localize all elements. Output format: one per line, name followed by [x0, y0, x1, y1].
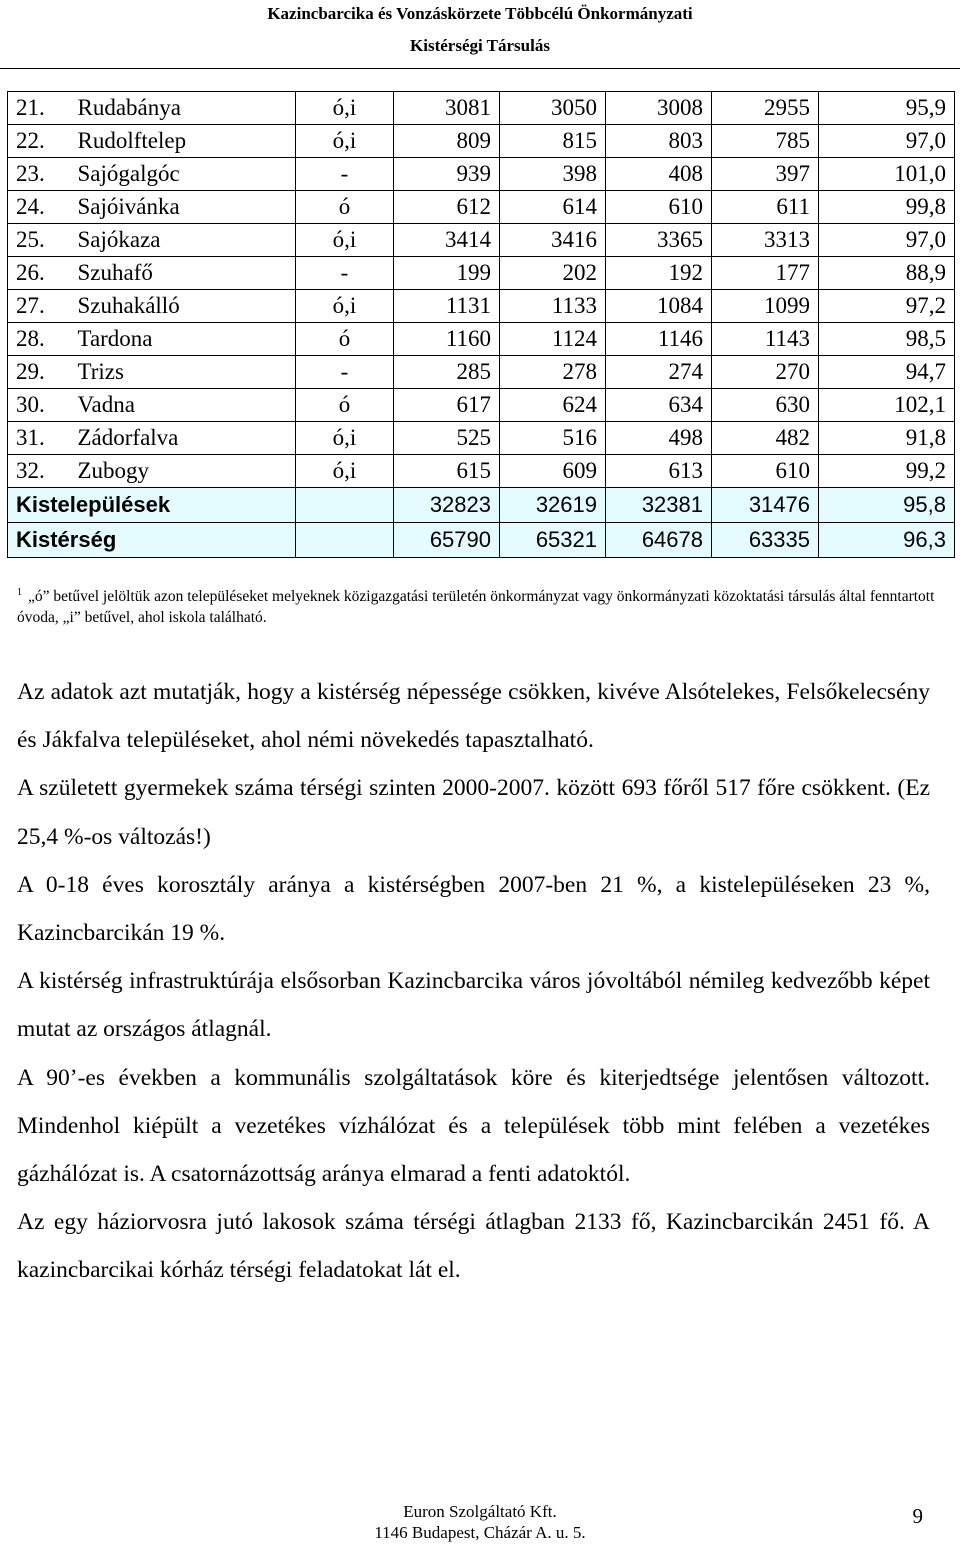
row-index: 23.: [8, 158, 70, 191]
value-cell: 610: [712, 455, 819, 488]
footer-company: Euron Szolgáltató Kft.: [403, 1502, 557, 1521]
institution-mark: -: [296, 356, 394, 389]
value-cell: 31476: [712, 488, 819, 523]
percent-cell: 95,9: [819, 92, 955, 125]
row-index: 25.: [8, 224, 70, 257]
percent-cell: 97,2: [819, 290, 955, 323]
value-cell: 3416: [500, 224, 606, 257]
summary-label: Kistérség: [8, 523, 296, 558]
value-cell: 199: [394, 257, 500, 290]
table-row: [8, 158, 955, 191]
value-cell: 274: [606, 356, 712, 389]
row-index: 28.: [8, 323, 70, 356]
footnote-marker: 1: [17, 587, 22, 598]
percent-cell: 96,3: [819, 523, 955, 558]
row-index: 24.: [8, 191, 70, 224]
table-row: [8, 455, 955, 488]
value-cell: 516: [500, 422, 606, 455]
settlement-name: Sajókaza: [70, 224, 296, 257]
paragraph: A 0-18 éves korosztály aránya a kistérségben 2007-ben 21 %, a kistelepüléseken 23 %, Kazincbarcikán 19 %.: [17, 871, 930, 947]
value-cell: 803: [606, 125, 712, 158]
value-cell: 32381: [606, 488, 712, 523]
page-number: 9: [912, 1504, 923, 1528]
value-cell: 617: [394, 389, 500, 422]
value-cell: 3008: [606, 92, 712, 125]
value-cell: 3313: [712, 224, 819, 257]
percent-cell: 97,0: [819, 224, 955, 257]
settlement-name: Vadna: [70, 389, 296, 422]
table-row: [8, 323, 955, 356]
value-cell: 3081: [394, 92, 500, 125]
value-cell: 609: [500, 455, 606, 488]
value-cell: 525: [394, 422, 500, 455]
percent-cell: 101,0: [819, 158, 955, 191]
percent-cell: 97,0: [819, 125, 955, 158]
percent-cell: 94,7: [819, 356, 955, 389]
paragraph: A kistérség infrastruktúrája elsősorban Kazincbarcika város jóvoltából némileg kedvezőbb képet mutat az országos átlagnál.: [17, 968, 930, 1043]
summary-row: [8, 488, 955, 523]
value-cell: 65790: [394, 523, 500, 558]
percent-cell: 95,8: [819, 488, 955, 523]
institution-mark: ó,i: [296, 125, 394, 158]
summary-empty-cell: [296, 523, 394, 558]
value-cell: 177: [712, 257, 819, 290]
settlement-name: Rudolftelep: [70, 125, 296, 158]
institution-mark: -: [296, 158, 394, 191]
table-row: [8, 257, 955, 290]
institution-mark: ó: [296, 323, 394, 356]
body-text: [17, 668, 930, 1295]
value-cell: 1124: [500, 323, 606, 356]
table-row: [8, 191, 955, 224]
value-cell: 3050: [500, 92, 606, 125]
value-cell: 614: [500, 191, 606, 224]
value-cell: 624: [500, 389, 606, 422]
settlement-name: Rudabánya: [70, 92, 296, 125]
percent-cell: 99,8: [819, 191, 955, 224]
institution-mark: ó,i: [296, 455, 394, 488]
value-cell: 498: [606, 422, 712, 455]
table-row: [8, 224, 955, 257]
percent-cell: 88,9: [819, 257, 955, 290]
table-row: [8, 125, 955, 158]
table-row: [8, 92, 955, 125]
value-cell: 397: [712, 158, 819, 191]
value-cell: 611: [712, 191, 819, 224]
percent-cell: 102,1: [819, 389, 955, 422]
value-cell: 634: [606, 389, 712, 422]
value-cell: 64678: [606, 523, 712, 558]
institution-mark: ó: [296, 389, 394, 422]
value-cell: 785: [712, 125, 819, 158]
paragraph: Az adatok azt mutatják, hogy a kistérség népessége csökken, kivéve Alsótelekes, Felsőkelecsény és Jákfalva településeket, ahol némi növekedés tapasztalható.: [17, 679, 930, 754]
summary-label: Kistelepülések: [8, 488, 296, 523]
value-cell: 63335: [712, 523, 819, 558]
value-cell: 1146: [606, 323, 712, 356]
value-cell: 482: [712, 422, 819, 455]
value-cell: 285: [394, 356, 500, 389]
settlement-name: Trizs: [70, 356, 296, 389]
value-cell: 192: [606, 257, 712, 290]
footnote: [17, 582, 937, 628]
value-cell: 1143: [712, 323, 819, 356]
value-cell: 612: [394, 191, 500, 224]
paragraph: A született gyermekek száma térségi szinten 2000-2007. között 693 főről 517 főre csökkent. (Ez 25,4 %-os változás!): [17, 775, 930, 850]
institution-mark: ó: [296, 191, 394, 224]
value-cell: 1084: [606, 290, 712, 323]
institution-mark: ó,i: [296, 224, 394, 257]
row-index: 21.: [8, 92, 70, 125]
paragraph: A 90’-es években a kommunális szolgáltatások köre és kiterjedtsége jelentősen változott. Mindenhol kiépült a vezetékes vízhálózat és a települések több mint felében a vezetékes gázhálózat is. A csatornázottság aránya elmarad a fenti adatoktól.: [17, 1064, 930, 1188]
table-row: [8, 356, 955, 389]
value-cell: 3414: [394, 224, 500, 257]
value-cell: 615: [394, 455, 500, 488]
institution-mark: ó,i: [296, 290, 394, 323]
table-row: [8, 290, 955, 323]
row-index: 26.: [8, 257, 70, 290]
value-cell: 65321: [500, 523, 606, 558]
settlement-name: Szuhafő: [70, 257, 296, 290]
value-cell: 3365: [606, 224, 712, 257]
value-cell: 408: [606, 158, 712, 191]
row-index: 29.: [8, 356, 70, 389]
value-cell: 939: [394, 158, 500, 191]
row-index: 22.: [8, 125, 70, 158]
value-cell: 278: [500, 356, 606, 389]
value-cell: 2955: [712, 92, 819, 125]
institution-mark: ó,i: [296, 92, 394, 125]
value-cell: 270: [712, 356, 819, 389]
row-index: 27.: [8, 290, 70, 323]
header-line-1: Kazincbarcika és Vonzáskörzete Többcélú Önkormányzati: [267, 4, 693, 23]
table-row: [8, 389, 955, 422]
institution-mark: -: [296, 257, 394, 290]
paragraph: Az egy háziorvosra jutó lakosok száma térségi átlagban 2133 fő, Kazincbarcikán 2451 fő. A kazincbarcikai kórház térségi feladatokat lát el.: [17, 1209, 930, 1284]
header-divider: [0, 68, 960, 69]
value-cell: 1133: [500, 290, 606, 323]
table-row: [8, 422, 955, 455]
population-table-body: [8, 92, 955, 558]
summary-row: [8, 523, 955, 558]
value-cell: 32619: [500, 488, 606, 523]
percent-cell: 91,8: [819, 422, 955, 455]
row-index: 31.: [8, 422, 70, 455]
value-cell: 202: [500, 257, 606, 290]
header-line-2: Kistérségi Társulás: [410, 36, 550, 55]
value-cell: 613: [606, 455, 712, 488]
institution-mark: ó,i: [296, 422, 394, 455]
value-cell: 1160: [394, 323, 500, 356]
summary-empty-cell: [296, 488, 394, 523]
percent-cell: 99,2: [819, 455, 955, 488]
value-cell: 815: [500, 125, 606, 158]
row-index: 32.: [8, 455, 70, 488]
row-index: 30.: [8, 389, 70, 422]
value-cell: 1099: [712, 290, 819, 323]
value-cell: 809: [394, 125, 500, 158]
value-cell: 630: [712, 389, 819, 422]
settlement-name: Szuhakálló: [70, 290, 296, 323]
settlement-name: Sajógalgóc: [70, 158, 296, 191]
settlement-name: Sajóivánka: [70, 191, 296, 224]
settlement-name: Zádorfalva: [70, 422, 296, 455]
percent-cell: 98,5: [819, 323, 955, 356]
settlement-name: Zubogy: [70, 455, 296, 488]
value-cell: 398: [500, 158, 606, 191]
value-cell: 610: [606, 191, 712, 224]
population-table: [7, 91, 955, 558]
value-cell: 32823: [394, 488, 500, 523]
value-cell: 1131: [394, 290, 500, 323]
settlement-name: Tardona: [70, 323, 296, 356]
footer-address: 1146 Budapest, Cházár A. u. 5.: [374, 1523, 586, 1542]
footnote-text: „ó” betűvel jelöltük azon településeket melyeknek közigazgatási területén önkormányzat vagy önkormányzati közoktatási társulás által fenntartott óvoda, „i” betűvel, ahol iskola található.: [17, 588, 935, 627]
